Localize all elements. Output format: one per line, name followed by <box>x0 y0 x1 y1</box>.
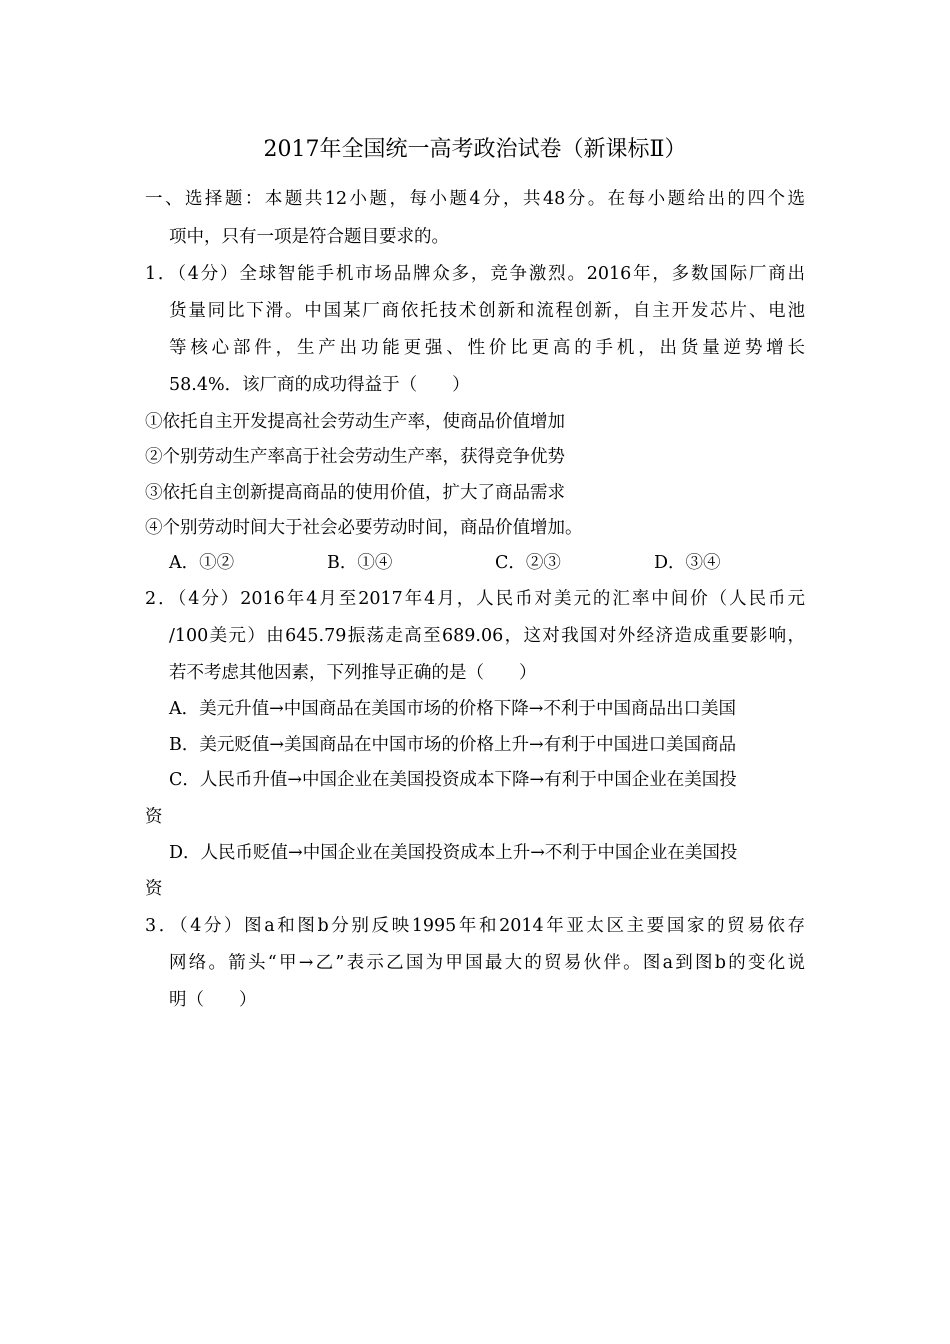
question-1-line-4: 58.4%．该厂商的成功得益于（ ） <box>169 375 470 395</box>
question-2-option-d: D．人民币贬值→中国企业在美国投资成本上升→不利于中国企业在美国投 <box>169 843 738 863</box>
statement-3: ③依托自主创新提高商品的使用价值，扩大了商品需求 <box>145 483 565 503</box>
question-1-option-b: B．①④ <box>327 553 393 573</box>
statement-1: ①依托自主开发提高社会劳动生产率，使商品价值增加 <box>145 412 565 432</box>
question-2-option-c-wrap: 资 <box>145 807 163 827</box>
question-3-line-1: 3．（4分）图a和图b分别反映1995年和2014年亚太区主要国家的贸易依存 <box>145 916 805 936</box>
question-1-option-d: D．③④ <box>654 553 721 573</box>
section-header-line-2: 项中，只有一项是符合题目要求的。 <box>169 227 449 247</box>
question-1-option-c: C．②③ <box>495 553 561 573</box>
question-2-option-d-wrap: 资 <box>145 879 163 899</box>
question-2-option-c: C．人民币升值→中国企业在美国投资成本下降→有利于中国企业在美国投 <box>169 770 737 790</box>
statement-2: ②个别劳动生产率高于社会劳动生产率，获得竞争优势 <box>145 447 565 467</box>
question-2-option-a: A．美元升值→中国商品在美国市场的价格下降→不利于中国商品出口美国 <box>169 699 736 719</box>
page-title: 2017年全国统一高考政治试卷（新课标Ⅱ） <box>263 137 687 162</box>
question-1-line-2: 货量同比下滑。中国某厂商依托技术创新和流程创新，自主开发芯片、电池 <box>169 301 805 321</box>
question-2-line-3: 若不考虑其他因素，下列推导正确的是（ ） <box>169 663 537 683</box>
question-2-option-b: B．美元贬值→美国商品在中国市场的价格上升→有利于中国进口美国商品 <box>169 735 737 755</box>
question-3-line-2: 网络。箭头“甲→乙”表示乙国为甲国最大的贸易伙伴。图a到图b的变化说 <box>169 953 805 973</box>
question-1-line-1: 1．（4分）全球智能手机市场品牌众多，竞争激烈。2016年，多数国际厂商出 <box>145 264 805 284</box>
question-1-line-3: 等核心部件，生产出功能更强、性价比更高的手机，出货量逆势增长 <box>169 338 805 358</box>
section-header-line-1: 一、选择题：本题共12小题，每小题4分，共48分。在每小题给出的四个选 <box>145 189 805 209</box>
question-3-line-3: 明（ ） <box>169 990 257 1010</box>
question-2-line-1: 2．（4分）2016年4月至2017年4月，人民币对美元的汇率中间价（人民币元 <box>145 589 805 609</box>
question-1-option-a: A．①② <box>169 553 235 573</box>
statement-4: ④个别劳动时间大于社会必要劳动时间，商品价值增加。 <box>145 518 583 538</box>
question-2-line-2: /100美元）由645.79振荡走高至689.06，这对我国对外经济造成重要影响， <box>169 626 805 646</box>
